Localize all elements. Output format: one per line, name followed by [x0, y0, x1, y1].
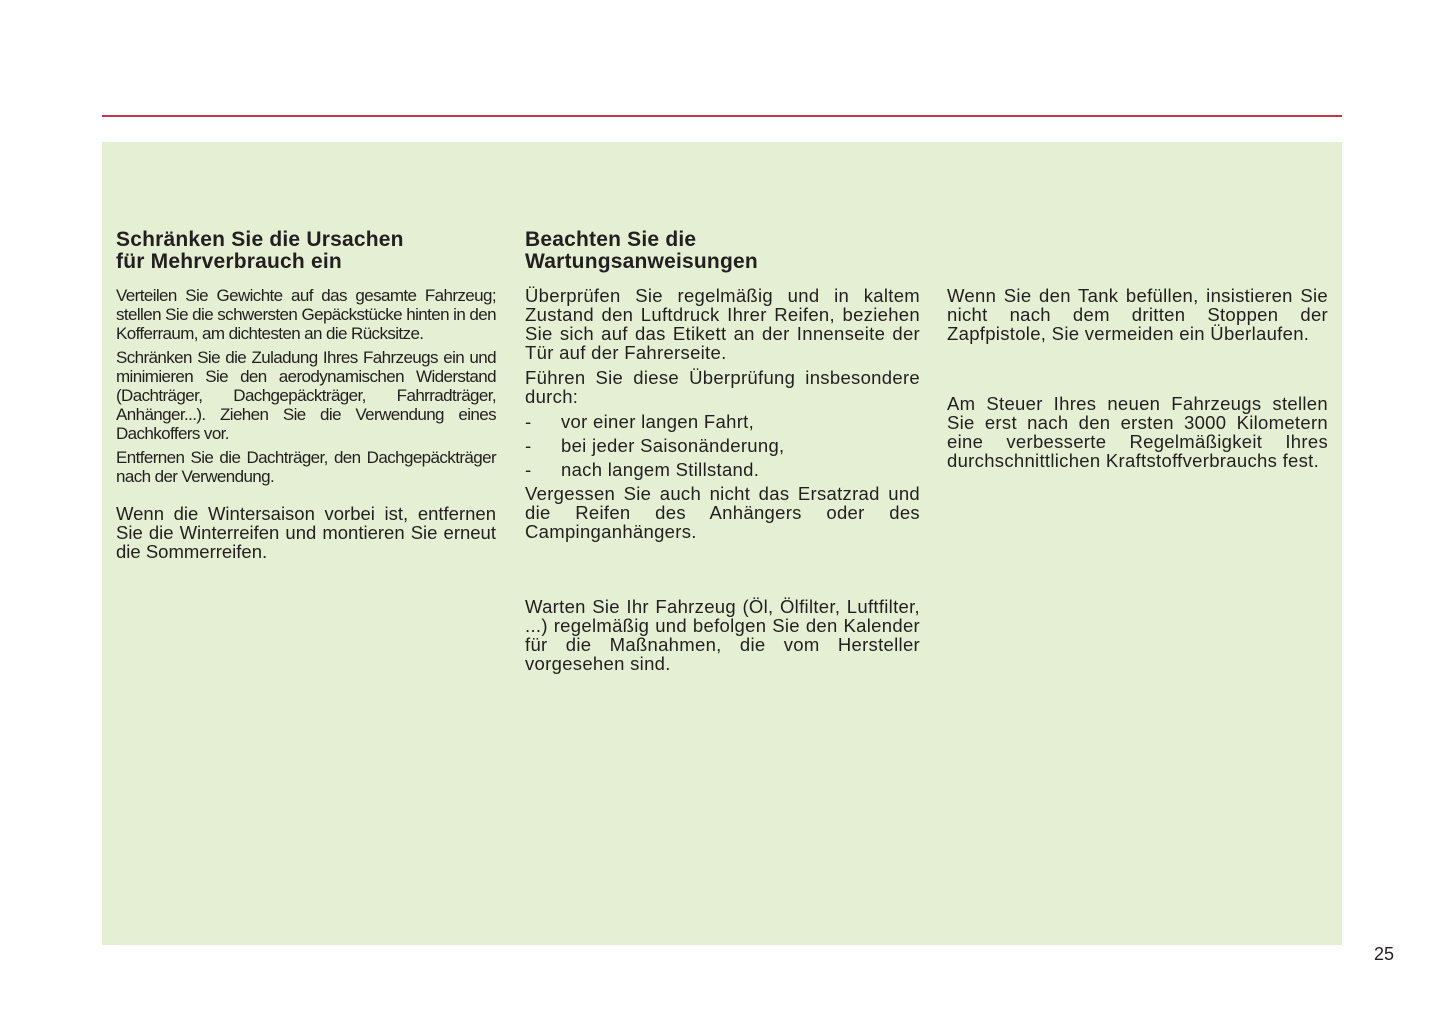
paragraph-spare-wheel: Vergessen Sie auch nicht das Ersatzrad und die Reifen des Anhängers oder des Campinganhängers. — [525, 483, 920, 542]
paragraph-winter-tyres: Wenn die Wintersaison vorbei ist, entfernen Sie die Winterreifen und montieren Sie erneut die Sommerreifen. — [116, 503, 496, 562]
list-item: - nach langem Stillstand. — [525, 459, 760, 480]
paragraph-remove-roof-rack: Entfernen Sie die Dachträger, den Dachgepäckträger nach der Verwendung. — [116, 448, 496, 486]
column-fuel-consumption — [116, 229, 496, 566]
paragraph-weight-distribution: Verteilen Sie Gewichte auf das gesamte Fahrzeug; stellen Sie die schwersten Gepäckstücke hinten in den Kofferraum, am dichtesten an die Rücksitze. — [116, 286, 496, 343]
column-refuelling — [947, 229, 1328, 476]
top-divider — [102, 115, 1342, 117]
paragraph-load-reduction: Schränken Sie die Zuladung Ihres Fahrzeugs ein und minimieren Sie den aerodynamischen Widerstand (Dachträger, Dachgepäckträger, Fahrradträger, Anhänger...). Ziehen Sie die Verwendung eines Dachkoffers vor. — [116, 348, 496, 443]
section-heading-consumption: Schränken Sie die Ursachen für Mehrverbrauch ein — [116, 228, 404, 273]
column-maintenance — [525, 229, 920, 679]
paragraph-service-schedule: Warten Sie Ihr Fahrzeug (Öl, Ölfilter, Luftfilter, ...) regelmäßig und befolgen Sie den Kalender für die Maßnahmen, die vom Hersteller vorgesehen sind. — [525, 596, 920, 674]
list-item: - vor einer langen Fahrt, — [525, 411, 755, 432]
list-item: - bei jeder Saisonänderung, — [525, 435, 785, 456]
paragraph-new-vehicle: Am Steuer Ihres neuen Fahrzeugs stellen Sie erst nach den ersten 3000 Kilometern eine verbesserte Regelmäßigkeit Ihres durchschnittlichen Kraftstoffverbrauchs fest. — [947, 393, 1328, 471]
paragraph-refuelling: Wenn Sie den Tank befüllen, insistieren Sie nicht nach dem dritten Stoppen der Zapfpistole, Sie vermeiden ein Überlaufen. — [947, 285, 1328, 344]
check-occasions-list — [525, 412, 920, 479]
section-heading-maintenance: Beachten Sie die Wartungsanweisungen — [525, 228, 758, 273]
paragraph-tyre-pressure: Überprüfen Sie regelmäßig und in kaltem Zustand den Luftdruck Ihrer Reifen, beziehen Sie sich auf das Etikett an der Innenseite der Tür auf der Fahrerseite. — [525, 285, 920, 363]
page-number: 25 — [1374, 944, 1395, 964]
paragraph-check-when: Führen Sie diese Überprüfung insbesondere durch: — [525, 367, 920, 407]
